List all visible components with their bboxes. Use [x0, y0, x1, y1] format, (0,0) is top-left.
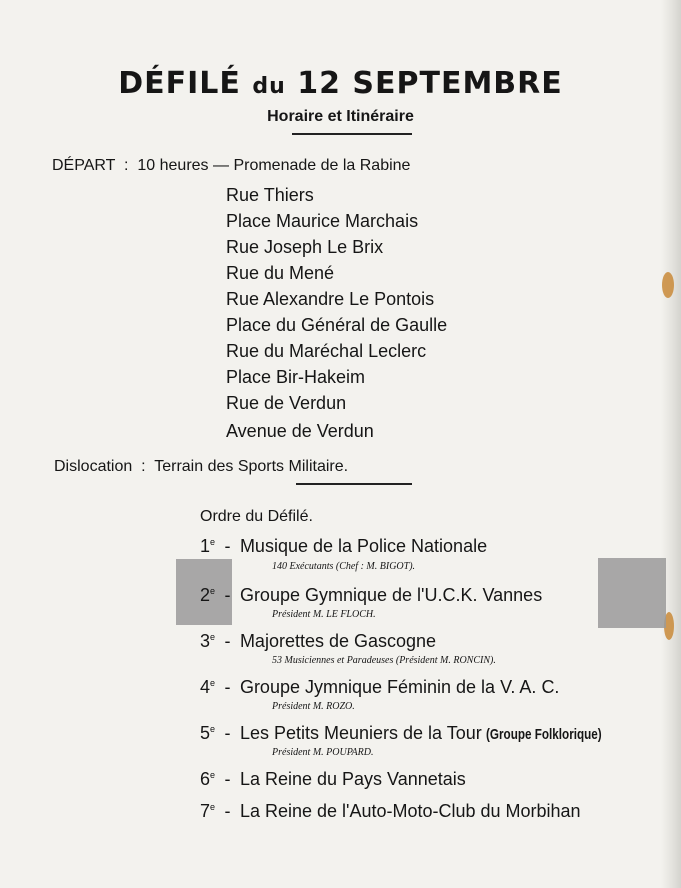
parade-item: 2e - Groupe Gymnique de l'U.C.K. Vannes: [200, 585, 543, 605]
subtitle-underline: [292, 133, 412, 135]
route-item: Rue Joseph Le Brix: [226, 237, 384, 257]
item-text: Les Petits Meuniers de la Tour: [239, 723, 482, 743]
route-item: Place du Général de Gaulle: [226, 315, 448, 335]
item-text: Groupe Gymnique de l'U.C.K. Vannes: [239, 585, 543, 605]
item-note: 140 Exécutants (Chef : M. BIGOT).: [272, 561, 416, 572]
page-subtitle: Horaire et Itinéraire: [267, 108, 414, 125]
redaction-block: [598, 558, 666, 628]
parade-item: 5e - Les Petits Meuniers de la Tour (Groupe Folklorique): [200, 723, 602, 743]
item-note: Président M. ROZO.: [272, 701, 355, 712]
depart-text: 10 heures — Promenade de la Rabine: [137, 157, 411, 174]
paper-stain: [662, 272, 674, 298]
depart-label: DÉPART: [52, 157, 116, 174]
item-tag: (Groupe Folklorique): [486, 726, 602, 743]
depart-line: DÉPART : 10 heures — Promenade de la Rabine: [52, 157, 411, 174]
item-note: 53 Musiciennes et Paradeuses (Président M. RONCIN).: [272, 655, 496, 666]
parade-item: 6e - La Reine du Pays Vannetais: [200, 769, 466, 789]
dislocation-line: Dislocation : Terrain des Sports Militaire.: [54, 458, 349, 475]
dislocation-text: Terrain des Sports Militaire.: [154, 458, 349, 475]
item-note: Président M. LE FLOCH.: [272, 609, 376, 620]
item-number: 1: [200, 536, 211, 556]
dislocation-underline: [296, 483, 412, 485]
ordre-heading: Ordre du Défilé.: [200, 508, 313, 525]
route-item: Rue du Mené: [226, 263, 335, 283]
route-item: Rue du Maréchal Leclerc: [226, 341, 427, 361]
route-item: Rue Alexandre Le Pontois: [226, 289, 435, 309]
item-text: Musique de la Police Nationale: [239, 536, 488, 556]
dislocation-label: Dislocation: [54, 458, 133, 475]
page-edge: [661, 0, 681, 888]
item-number: 6: [200, 769, 211, 789]
route-item: Rue Thiers: [226, 185, 314, 205]
parade-item: 1e - Musique de la Police Nationale: [200, 536, 488, 556]
parade-item: 3e - Majorettes de Gascogne: [200, 631, 437, 651]
item-number: 5: [200, 723, 211, 743]
item-number: 7: [200, 801, 211, 821]
route-item: Rue de Verdun: [226, 393, 347, 413]
item-note: Président M. POUPARD.: [272, 747, 374, 758]
parade-item: 7e - La Reine de l'Auto-Moto-Club du Morbihan: [200, 801, 581, 821]
item-number: 2: [200, 585, 211, 605]
item-number: 4: [200, 677, 211, 697]
item-number: 3: [200, 631, 211, 651]
title-date: 12 SEPTEMBRE: [297, 66, 563, 101]
title-du: du: [252, 74, 286, 99]
item-text: La Reine du Pays Vannetais: [239, 769, 466, 789]
title-main: DÉFILÉ: [118, 66, 241, 101]
page-title: [0, 66, 681, 101]
route-item: Place Bir-Hakeim: [226, 367, 366, 387]
item-text: Groupe Jymnique Féminin de la V. A. C.: [239, 677, 560, 697]
route-item: Avenue de Verdun: [226, 421, 374, 441]
route-item: Place Maurice Marchais: [226, 211, 419, 231]
parade-item: 4e - Groupe Jymnique Féminin de la V. A. C.: [200, 677, 560, 697]
item-text: La Reine de l'Auto-Moto-Club du Morbihan: [239, 801, 581, 821]
item-text: Majorettes de Gascogne: [239, 631, 437, 651]
